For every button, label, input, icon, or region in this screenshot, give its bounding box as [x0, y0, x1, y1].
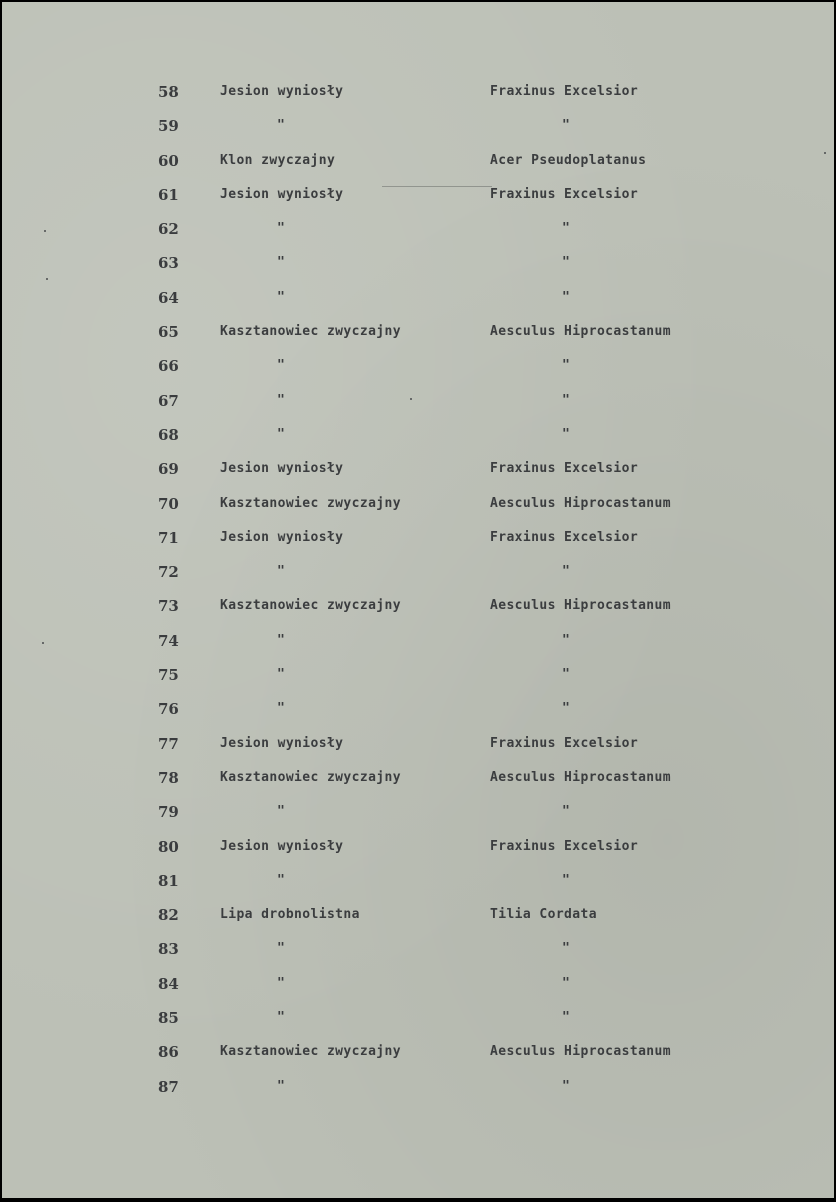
list-item — [2, 897, 834, 931]
tree-number: 76 — [158, 700, 179, 719]
list-item — [2, 588, 834, 622]
latin-species-name: Fraxinus Excelsior — [490, 186, 639, 202]
latin-species-name: " — [562, 941, 571, 957]
polish-species-name: " — [277, 564, 286, 580]
polish-species-name: Jesion wyniosły — [220, 461, 344, 477]
latin-species-name: Acer Pseudoplatanus — [490, 152, 647, 168]
latin-species-name: " — [562, 632, 571, 648]
latin-species-name: " — [562, 118, 571, 134]
tree-number: 66 — [158, 357, 179, 376]
list-item — [2, 486, 834, 520]
tree-number: 83 — [158, 940, 179, 959]
list-item — [2, 554, 834, 588]
list-item — [2, 623, 834, 657]
tree-number: 72 — [158, 563, 179, 582]
latin-species-name: " — [562, 426, 571, 442]
latin-species-name: Tilia Cordata — [490, 907, 597, 923]
list-item — [2, 691, 834, 725]
polish-species-name: " — [277, 667, 286, 683]
polish-species-name: " — [277, 804, 286, 820]
tree-number: 60 — [158, 151, 179, 170]
tree-number: 70 — [158, 494, 179, 513]
list-item — [2, 657, 834, 691]
latin-species-name: Fraxinus Excelsior — [490, 461, 639, 477]
latin-species-name: " — [562, 1078, 571, 1094]
document-page — [2, 2, 834, 1198]
tree-number: 82 — [158, 906, 179, 925]
tree-number: 59 — [158, 117, 179, 136]
list-item — [2, 863, 834, 897]
latin-species-name: " — [562, 255, 571, 271]
list-item — [2, 143, 834, 177]
polish-species-name: Lipa drobnolistna — [220, 907, 360, 923]
list-item — [2, 1034, 834, 1068]
polish-species-name: " — [277, 358, 286, 374]
list-item — [2, 280, 834, 314]
tree-number: 86 — [158, 1043, 179, 1062]
list-item — [2, 383, 834, 417]
polish-species-name: " — [277, 1078, 286, 1094]
list-item — [2, 245, 834, 279]
latin-species-name: " — [562, 975, 571, 991]
latin-species-name: " — [562, 872, 571, 888]
polish-species-name: Jesion wyniosły — [220, 529, 344, 545]
tree-number: 61 — [158, 185, 179, 204]
latin-species-name: Aesculus Hiprocastanum — [490, 495, 671, 511]
latin-species-name: " — [562, 564, 571, 580]
tree-number: 64 — [158, 288, 179, 307]
polish-species-name: Jesion wyniosły — [220, 186, 344, 202]
list-item — [2, 1069, 834, 1103]
tree-number: 69 — [158, 460, 179, 479]
list-item — [2, 417, 834, 451]
polish-species-name: " — [277, 255, 286, 271]
latin-species-name: " — [562, 289, 571, 305]
polish-species-name: " — [277, 118, 286, 134]
tree-number: 77 — [158, 734, 179, 753]
polish-species-name: " — [277, 426, 286, 442]
polish-species-name: Klon zwyczajny — [220, 152, 336, 168]
tree-number: 78 — [158, 768, 179, 787]
list-item — [2, 451, 834, 485]
polish-species-name: Kasztanowiec zwyczajny — [220, 1044, 401, 1060]
tree-number: 68 — [158, 425, 179, 444]
tree-inventory-list — [2, 74, 834, 1103]
polish-species-name: " — [277, 221, 286, 237]
list-item — [2, 348, 834, 382]
list-item — [2, 760, 834, 794]
latin-species-name: " — [562, 667, 571, 683]
polish-species-name: Jesion wyniosły — [220, 735, 344, 751]
latin-species-name: " — [562, 804, 571, 820]
list-item — [2, 794, 834, 828]
latin-species-name: " — [562, 701, 571, 717]
tree-number: 67 — [158, 391, 179, 410]
polish-species-name: " — [277, 392, 286, 408]
list-item — [2, 108, 834, 142]
polish-species-name: Jesion wyniosły — [220, 838, 344, 854]
latin-species-name: Fraxinus Excelsior — [490, 84, 639, 99]
latin-species-name: " — [562, 392, 571, 408]
polish-species-name: " — [277, 975, 286, 991]
latin-species-name: Aesculus Hiprocastanum — [490, 598, 671, 614]
latin-species-name: Aesculus Hiprocastanum — [490, 1044, 671, 1060]
polish-species-name: Kasztanowiec zwyczajny — [220, 769, 401, 785]
tree-number: 81 — [158, 871, 179, 890]
list-item — [2, 211, 834, 245]
tree-number: 65 — [158, 323, 179, 342]
latin-species-name: Fraxinus Excelsior — [490, 529, 639, 545]
polish-species-name: Kasztanowiec zwyczajny — [220, 324, 401, 340]
polish-species-name: " — [277, 632, 286, 648]
tree-number: 63 — [158, 254, 179, 273]
tree-number: 71 — [158, 528, 179, 547]
tree-number: 79 — [158, 803, 179, 822]
latin-species-name: Fraxinus Excelsior — [490, 735, 639, 751]
list-item — [2, 177, 834, 211]
polish-species-name: Kasztanowiec zwyczajny — [220, 598, 401, 614]
list-item — [2, 726, 834, 760]
tree-number: 74 — [158, 631, 179, 650]
list-item — [2, 829, 834, 863]
polish-species-name: " — [277, 1010, 286, 1026]
tree-number: 62 — [158, 220, 179, 239]
latin-species-name: " — [562, 221, 571, 237]
list-item — [2, 966, 834, 1000]
polish-species-name: " — [277, 941, 286, 957]
list-item — [2, 314, 834, 348]
polish-species-name: Kasztanowiec zwyczajny — [220, 495, 401, 511]
tree-number: 73 — [158, 597, 179, 616]
tree-number: 85 — [158, 1009, 179, 1028]
latin-species-name: " — [562, 358, 571, 374]
list-item — [2, 74, 834, 108]
polish-species-name: Jesion wyniosły — [220, 84, 344, 99]
list-item — [2, 931, 834, 965]
tree-number: 75 — [158, 666, 179, 685]
tree-number: 87 — [158, 1077, 179, 1096]
latin-species-name: " — [562, 1010, 571, 1026]
latin-species-name: Aesculus Hiprocastanum — [490, 769, 671, 785]
list-item — [2, 520, 834, 554]
latin-species-name: Aesculus Hiprocastanum — [490, 324, 671, 340]
polish-species-name: " — [277, 701, 286, 717]
latin-species-name: Fraxinus Excelsior — [490, 838, 639, 854]
polish-species-name: " — [277, 289, 286, 305]
tree-number: 80 — [158, 837, 179, 856]
list-item — [2, 1000, 834, 1034]
tree-number: 84 — [158, 974, 179, 993]
polish-species-name: " — [277, 872, 286, 888]
tree-number: 58 — [158, 83, 179, 101]
